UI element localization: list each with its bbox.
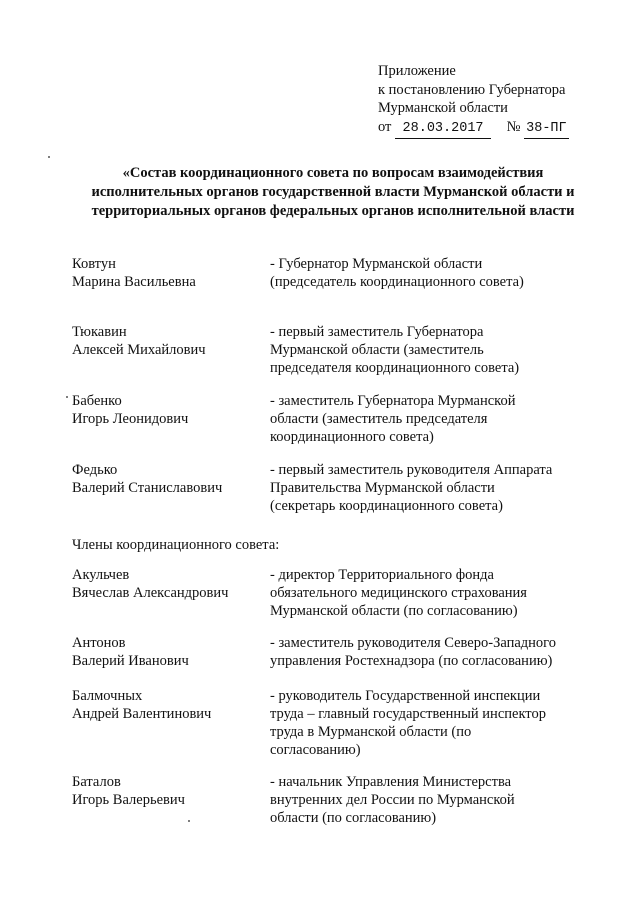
role-line: внутренних дел России по Мурманской — [270, 792, 515, 808]
role-line: Мурманской области (по согласованию) — [270, 603, 518, 619]
person-role — [270, 392, 570, 446]
decree-number: 38-ПГ — [524, 120, 569, 140]
person-surname: Бабенко — [72, 393, 122, 409]
person-given-name: Валерий Станиславович — [72, 480, 223, 496]
scan-speck — [48, 156, 50, 158]
person-surname: Балмочных — [72, 688, 143, 704]
title-line-2: исполнительных органов государственной власти Мурманской области и — [91, 184, 575, 200]
document-title — [64, 164, 602, 221]
person-surname: Антонов — [72, 635, 126, 651]
person-role — [270, 687, 570, 759]
appendix-line-3: Мурманской области — [378, 100, 508, 116]
role-line: области (заместитель председателя — [270, 411, 488, 427]
role-line: - руководитель Государственной инспекции — [270, 688, 541, 704]
person-given-name: Игорь Леонидович — [72, 411, 189, 427]
role-line: - первый заместитель Губернатора — [270, 324, 484, 340]
number-prefix: № — [506, 118, 521, 135]
role-line: труда в Мурманской области (по — [270, 724, 472, 740]
scan-speck — [66, 396, 68, 398]
appendix-date-line — [378, 118, 569, 140]
role-line: управления Ростехнадзора (по согласованию) — [270, 653, 553, 669]
person-given-name: Андрей Валентинович — [72, 706, 212, 722]
role-line: координационного совета) — [270, 429, 434, 445]
person-role — [270, 566, 570, 620]
role-line: обязательного медицинского страхования — [270, 585, 527, 601]
person-given-name: Марина Васильевна — [72, 274, 196, 290]
person-name — [72, 566, 262, 602]
person-name — [72, 323, 262, 359]
role-line: Правительства Мурманской области — [270, 480, 495, 496]
person-name — [72, 687, 262, 723]
decree-date: 28.03.2017 — [395, 120, 491, 140]
role-line: области (по согласованию) — [270, 810, 437, 826]
person-role — [270, 773, 570, 827]
title-line-1: «Состав координационного совета по вопросам взаимодействия — [122, 165, 544, 181]
person-given-name: Алексей Михайлович — [72, 342, 206, 358]
person-given-name: Валерий Иванович — [72, 653, 189, 669]
title-line-3: территориальных органов федеральных органов исполнительной власти — [91, 203, 575, 219]
role-line: труда – главный государственный инспектор — [270, 706, 546, 722]
scan-speck — [188, 820, 190, 822]
role-line: - директор Территориального фонда — [270, 567, 494, 583]
person-name — [72, 773, 262, 809]
role-line: - начальник Управления Министерства — [270, 774, 512, 790]
person-surname: Тюкавин — [72, 324, 127, 340]
role-line: председателя координационного совета) — [270, 360, 520, 376]
role-line: - заместитель руководителя Северо-Западного — [270, 635, 556, 651]
person-role — [270, 461, 570, 515]
person-role — [270, 634, 570, 670]
person-surname: Акульчев — [72, 567, 130, 583]
role-line: - заместитель Губернатора Мурманской — [270, 393, 516, 409]
person-surname: Федько — [72, 462, 118, 478]
person-name — [72, 255, 262, 291]
role-line: согласованию) — [270, 742, 361, 758]
appendix-line-1: Приложение — [378, 63, 456, 79]
person-given-name: Игорь Валерьевич — [72, 792, 185, 808]
role-line: Мурманской области (заместитель — [270, 342, 484, 358]
members-heading: Члены координационного совета: — [72, 537, 280, 553]
person-surname: Баталов — [72, 774, 121, 790]
person-name — [72, 392, 262, 428]
role-line: - Губернатор Мурманской области — [270, 256, 483, 272]
role-line: (секретарь координационного совета) — [270, 498, 503, 514]
role-line: (председатель координационного совета) — [270, 274, 524, 290]
person-role — [270, 255, 570, 291]
date-prefix: от — [378, 118, 392, 135]
person-name — [72, 634, 262, 670]
person-role — [270, 323, 570, 377]
person-surname: Ковтун — [72, 256, 116, 272]
role-line: - первый заместитель руководителя Аппарата — [270, 462, 553, 478]
appendix-line-2: к постановлению Губернатора — [378, 81, 566, 98]
person-name — [72, 461, 262, 497]
appendix-block — [378, 62, 569, 139]
person-given-name: Вячеслав Александрович — [72, 585, 229, 601]
